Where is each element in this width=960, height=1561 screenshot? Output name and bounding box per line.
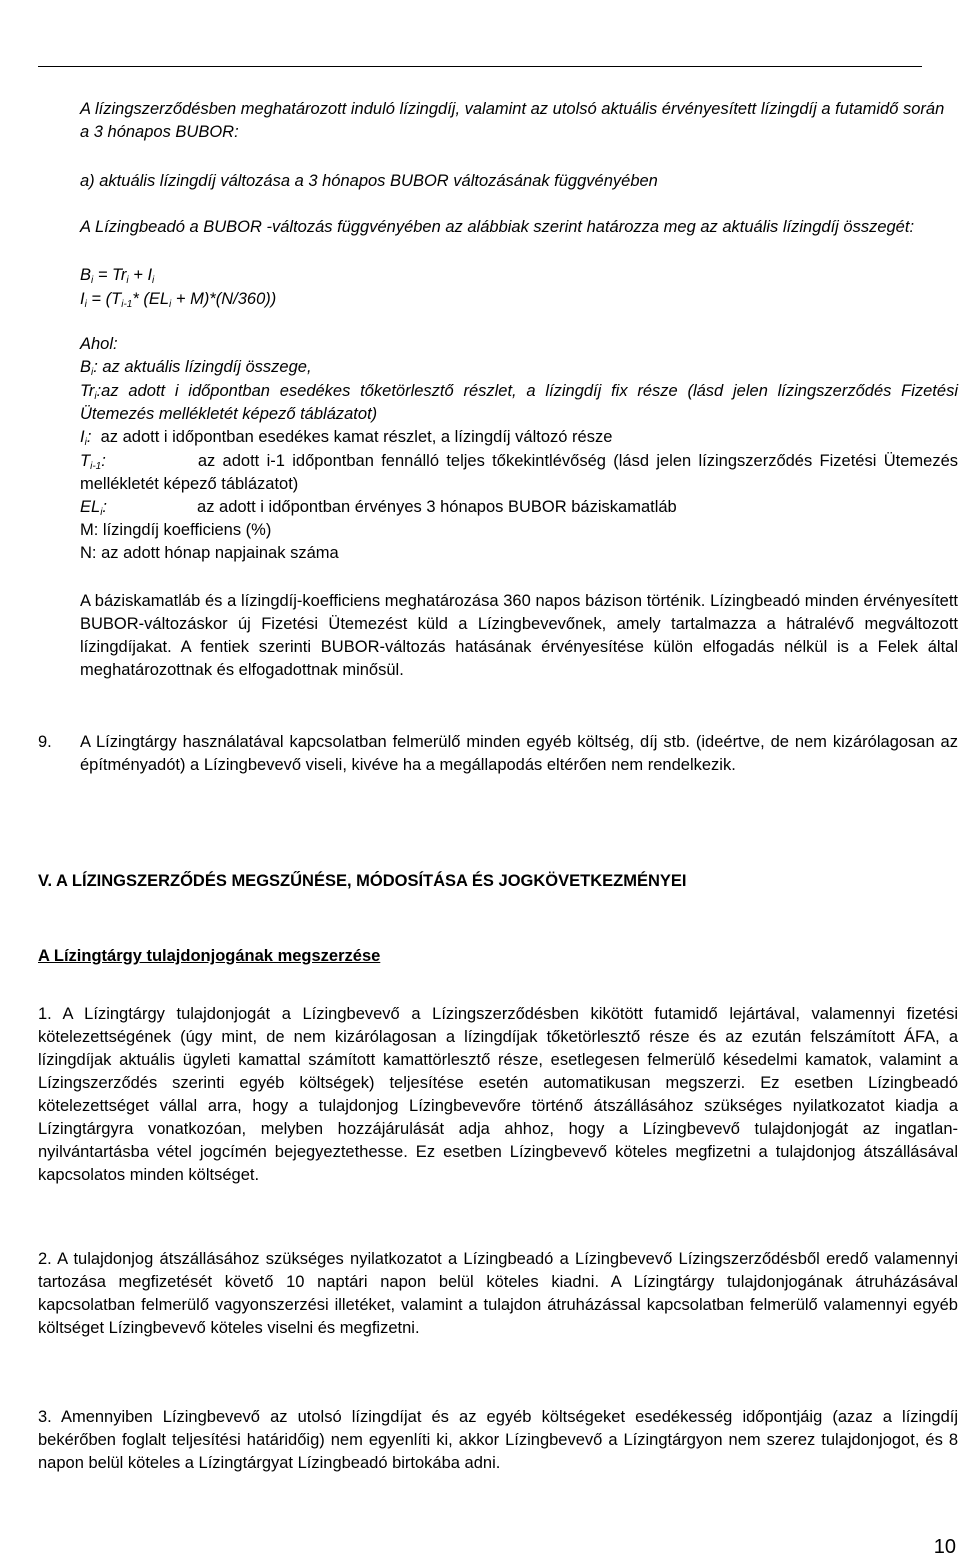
def-t: $T_{i-1}$: az adott i-1 időpontban fennálló teljes tőkekintlévőség (lásd jelen lízingszerződés Fizetési Ütemezés mellékletét képező táblázatot) <box>80 452 958 493</box>
section-subtitle: A Lízingtárgy tulajdonjogának megszerzése <box>38 947 381 965</box>
header-title: Ingatlanlízing üzletszabályzat <box>38 2 247 19</box>
page-number: 10 <box>933 1536 956 1558</box>
section-paragraph-3: 3. Amennyiben Lízingbevevő az utolsó lízingdíjat és az egyéb költségeket esedékesség időpontjáig (azaz a lízingdíj bekérőben foglalt teljesítési határidőig) nem egyenlíti ki, akkor Lízingbevevő a Lízingtárgyon nem szerez tulajdonjogot, és 8 napon belül köteles a Lízingtárgyat Lízingbeadó birtokába adni. <box>38 1408 958 1472</box>
header-date: 2011. január 1. <box>816 2 922 19</box>
formula-2: $I_i = (T_{i-1}*$ $(EL_i + M)*(N/360)$) <box>80 290 277 310</box>
intro-paragraph-1: A lízingszerződésben meghatározott induló lízingdíj, valamint az utolsó aktuális érvényesített lízingdíj a futamidő során a 3 hónapos BUBOR: <box>80 100 945 141</box>
def-n: N: az adott hónap napjainak száma <box>80 544 339 562</box>
section-paragraph-2: 2. A tulajdonjog átszállásához szükséges nyilatkozatot a Lízingbeadó a Lízingbevevő Lízingszerződésből eredő valamennyi tartozása megfizetését követő 10 naptári napon belül köteles kiadni. A Lízingtárgy tulajdonjogának átruházásával kapcsolatban felmerülő vagyonszerzési illetéket, valamint a tulajdon átruházással kapcsolatban felmerülő valamennyi egyéb költséget Lízingbevevő köteles viselni és megfizetni. <box>38 1250 958 1337</box>
header-company: Merkantil Ingatlan Zrt. <box>38 24 193 41</box>
def-m: M: lízingdíj koefficiens (%) <box>80 521 272 539</box>
formula-1: $B_i = Tr_i + I_i$ <box>80 266 155 286</box>
basis-paragraph: A báziskamatláb és a lízingdíj-koefficiens meghatározása 360 napos bázison történik. Lízingbeadó minden érvényesített BUBOR-változáskor új Fizetési Ütemezést küld a Lízingbevevőnek, amely tartalmazza a hátralévő megváltozott lízingdíjakat. A fentiek szerinti BUBOR-változás hatásának érvényesítése külön elfogadás nélkül is a Felek által meghatározottnak és elfogadottnak minősül. <box>80 592 958 679</box>
item-9-text: A Lízingtárgy használatával kapcsolatban felmerülő minden egyéb költség, díj stb. (ideértve, de nem kizárólagosan az építményadót) a Lízingbevevő viseli, kivéve ha a megállapodás eltérően nem rendelkezik. <box>80 733 958 774</box>
def-b: $B_i$: az aktuális lízingdíj összege, <box>80 358 312 378</box>
section-paragraph-1: 1. A Lízingtárgy tulajdonjogát a Lízingbevevő a Lízingszerződésben kikötött futamidő lejártával, valamennyi fizetési kötelezettségének (úgy mint, de nem kizárólagosan a lízingdíjak tőketörlesztő része és az ezután felszámított ÁFA, a lízingdíjak aktuális ügyleti kamattal számított kamattörlesztő része, esetlegesen felmerülő késedelmi kamatok, valamint a Lízingszerződés szerinti egyéb költségek) teljesítése esetén automatikusan megszerzi. Ez esetben Lízingbeadó kötelezettséget vállal arra, hogy a tulajdonjog Lízingbevevőre történő átszállásához szükséges nyilatkozatot kiadja a Lízingtárgyra vonatkozóan, melyben hozzájárulását adja ahhoz, hogy a Lízingbevevő tulajdonjogát az ingatlan-nyilvántartásba vétel jogcímén bejegyeztethesse. Ez esetben Lízingbevevő köteles megfizetni a tulajdonjog átszállásával kapcsolatos minden költséget. <box>38 1005 958 1184</box>
intro-paragraph-3: A Lízingbeadó a BUBOR -változás függvényében az alábbiak szerint határozza meg az aktuális lízingdíj összegét: <box>80 218 915 236</box>
page-header <box>38 0 922 68</box>
def-tr: $Tr_i:az$ adott i időpontban esedékes tőketörlesztő részlet, a lízingdíj fix része (lásd jelen lízingszerződés Fizetési Ütemezés mellékletét képező táblázatot) <box>80 382 958 423</box>
def-i: $I_i$: az adott i időpontban esedékes kamat részlet, a lízingdíj változó része <box>80 428 613 448</box>
def-el: $EL_i$: az adott i időpontban érvényes 3 hónapos BUBOR báziskamatláb <box>80 498 677 518</box>
section-title: V. A LÍZINGSZERZŐDÉS MEGSZŰNÉSE, MÓDOSÍTÁSA ÉS JOGKÖVETKEZMÉNYEI <box>38 872 687 890</box>
intro-paragraph-2: a) aktuális lízingdíj változása a 3 hónapos BUBOR változásának függvényében <box>80 172 658 190</box>
item-9-number: 9. <box>38 733 52 751</box>
header-rule <box>38 66 922 67</box>
where-label: Ahol: <box>80 335 118 353</box>
